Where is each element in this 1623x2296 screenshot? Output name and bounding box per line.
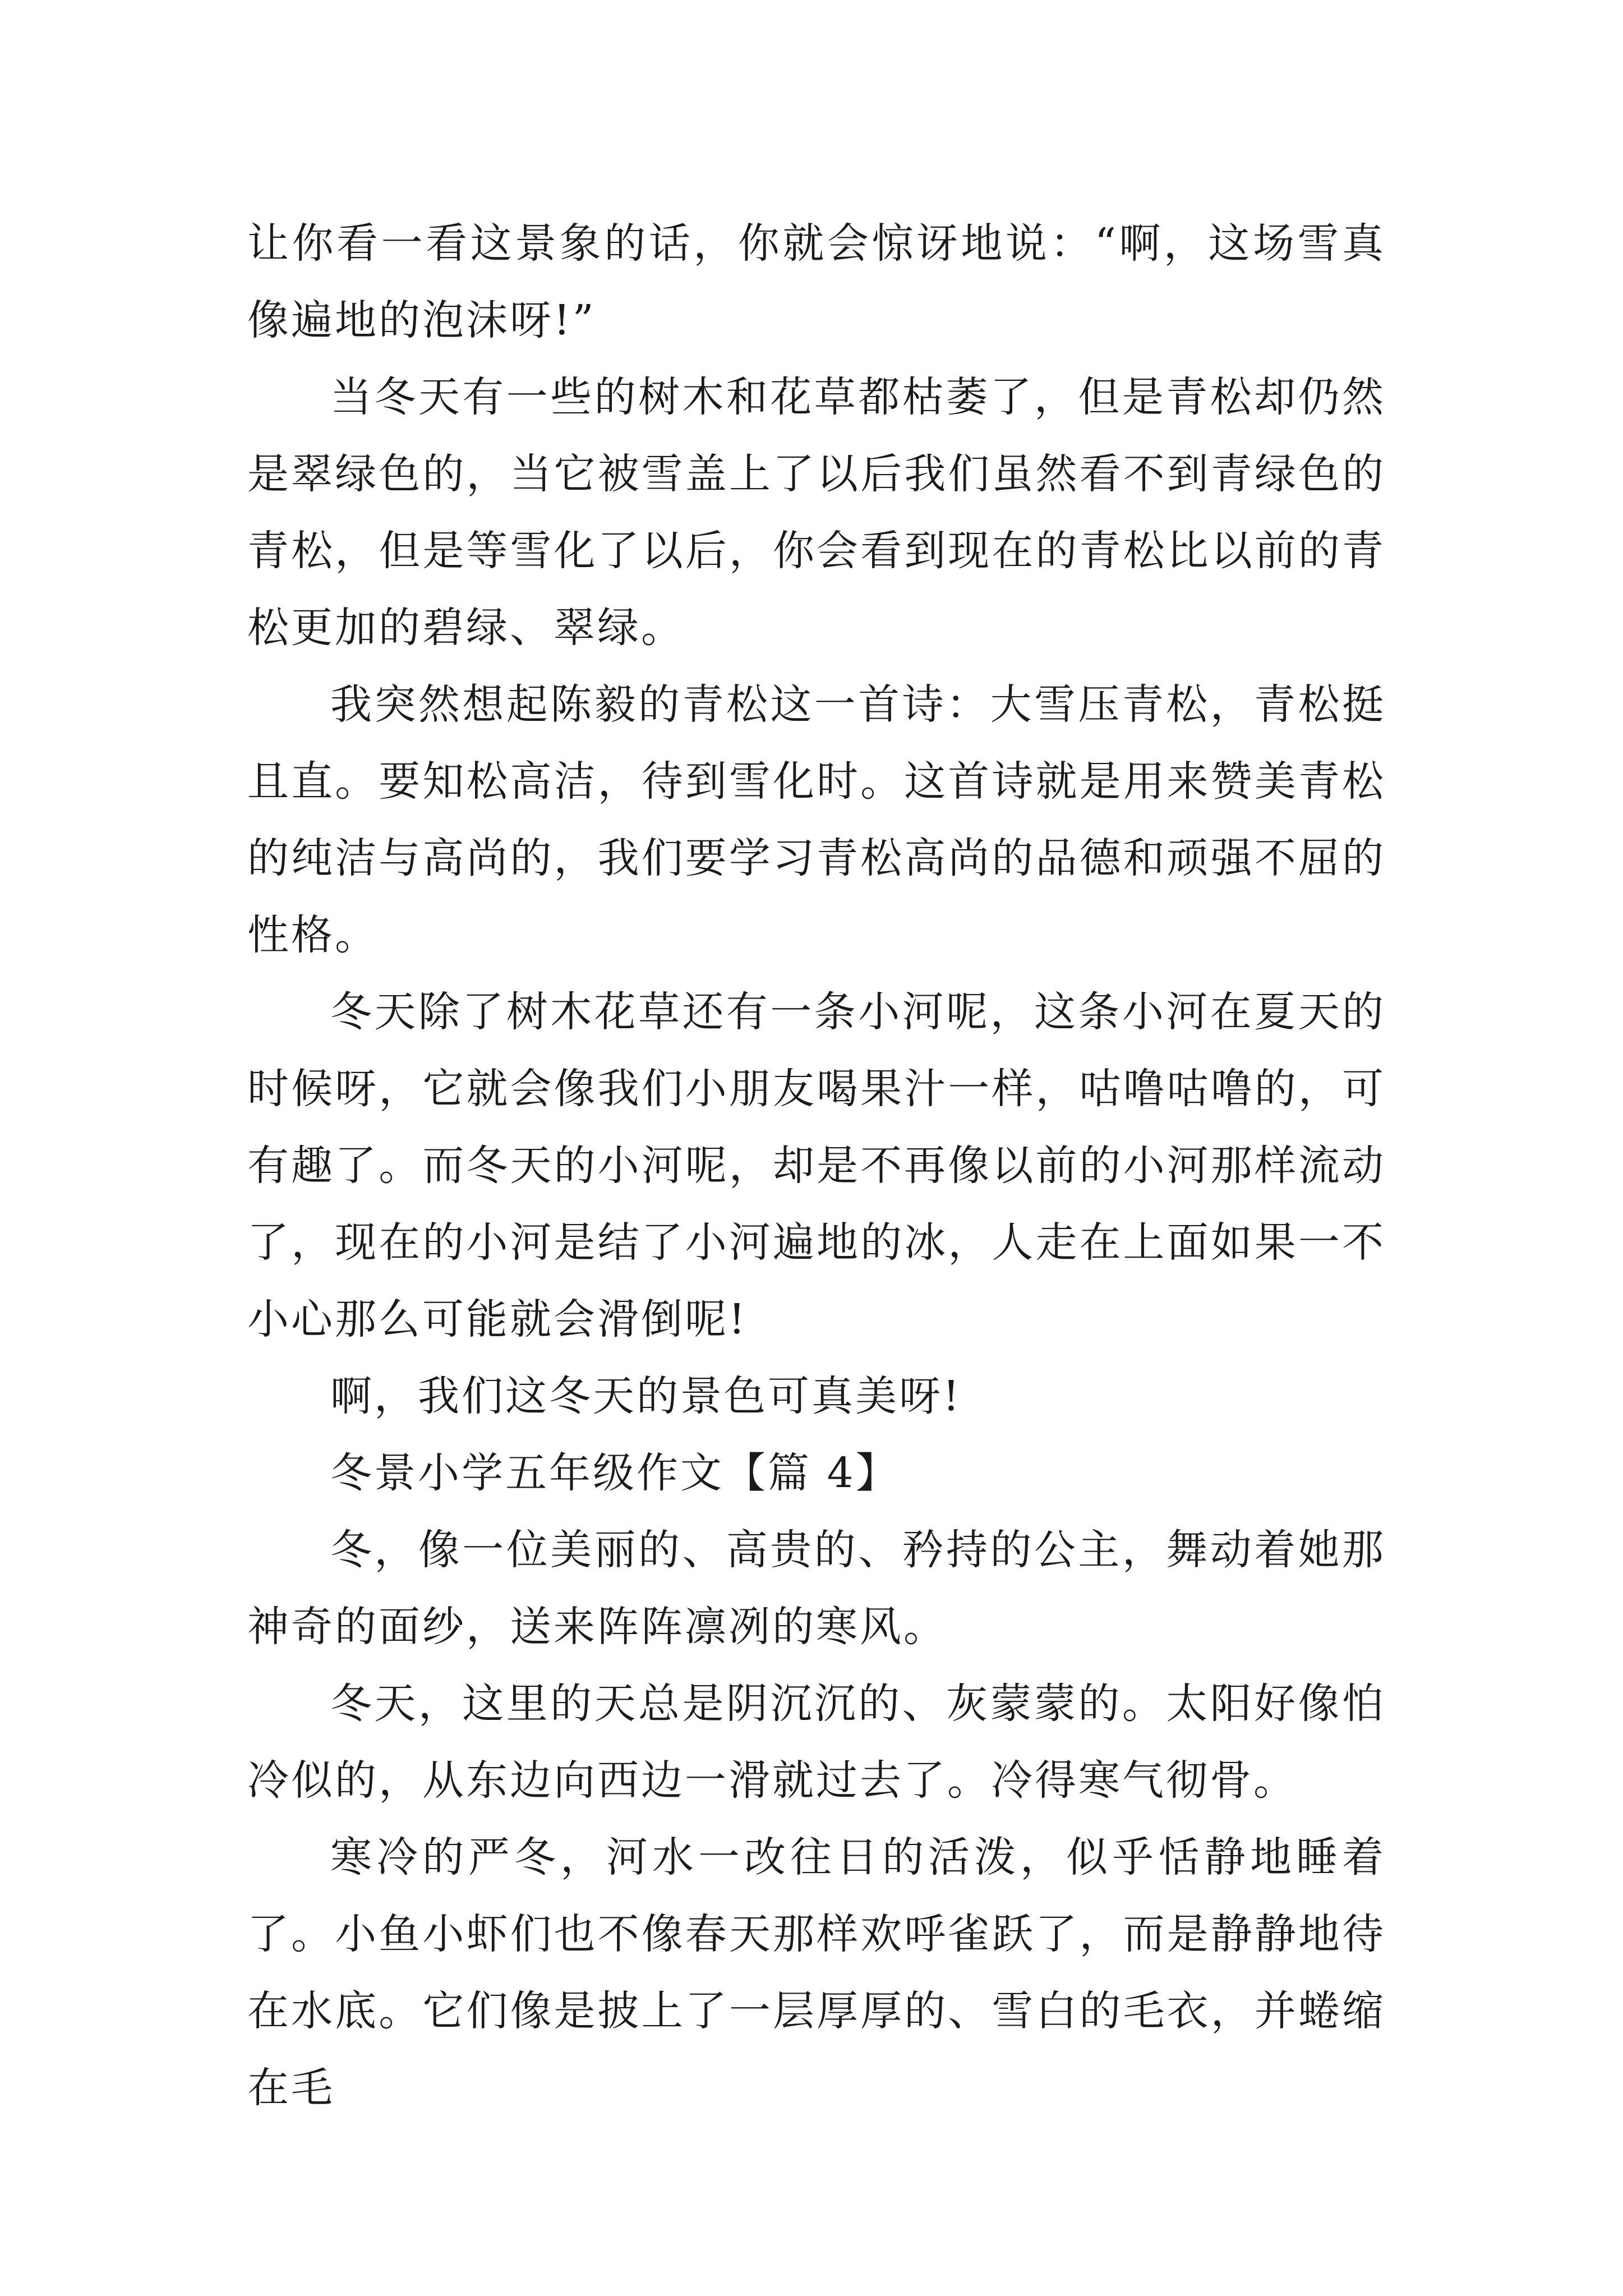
paragraph-6: 冬，像一位美丽的、高贵的、矜持的公主，舞动着她那神奇的面纱，送来阵阵凛冽的寒风。 xyxy=(247,1526,1386,1651)
paragraph-8: 寒冷的严冬，河水一改往日的活泼，似乎恬静地睡着了。小鱼小虾们也不像春天那样欢呼雀跃了，而是静静地待在水底。它们像是披上了一层厚厚的、雪白的毛衣，并蜷缩在毛 xyxy=(247,1833,1386,2112)
document-body xyxy=(247,205,1386,2127)
paragraph-3: 我突然想起陈毅的青松这一首诗：大雪压青松，青松挺且直。要知松高洁，待到雪化时。这首诗就是用来赞美青松的纯洁与高尚的，我们要学习青松高尚的品德和顽强不屈的性格。 xyxy=(247,680,1386,959)
paragraph-1: 让你看一看这景象的话，你就会惊讶地说：“啊，这场雪真像遍地的泡沫呀!” xyxy=(247,219,1386,344)
section-heading: 冬景小学五年级作文【篇 4】 xyxy=(330,1449,900,1497)
paragraph-2: 当冬天有一些的树木和花草都枯萎了，但是青松却仍然是翠绿色的，当它被雪盖上了以后我们虽然看不到青绿色的青松，但是等雪化了以后，你会看到现在的青松比以前的青松更加的碧绿、翠绿。 xyxy=(247,373,1386,652)
paragraph-5: 啊，我们这冬天的景色可真美呀! xyxy=(330,1372,962,1420)
paragraph-7: 冬天，这里的天总是阴沉沉的、灰蒙蒙的。太阳好像怕冷似的，从东边向西边一滑就过去了。冷得寒气彻骨。 xyxy=(247,1680,1386,1805)
paragraph-4: 冬天除了树木花草还有一条小河呢，这条小河在夏天的时候呀，它就会像我们小朋友喝果汁一样，咕噜咕噜的，可有趣了。而冬天的小河呢，却是不再像以前的小河那样流动了，现在的小河是结了小河遍地的冰，人走在上面如果一不小心那么可能就会滑倒呢! xyxy=(247,988,1386,1343)
